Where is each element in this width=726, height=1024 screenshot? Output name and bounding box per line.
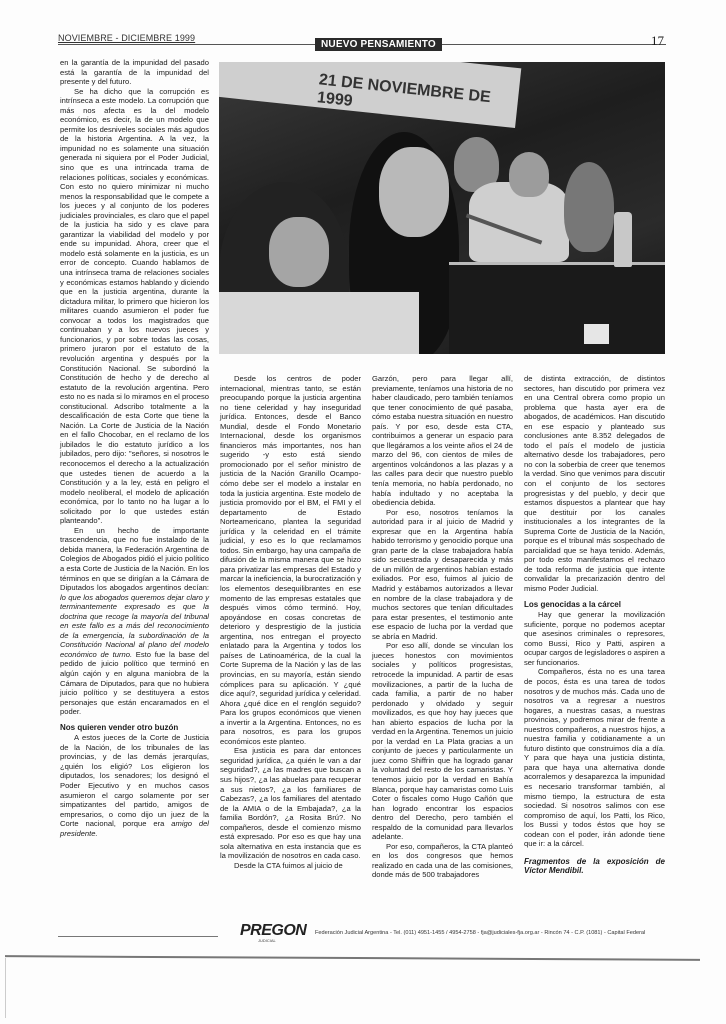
paragraph-text: Esto fue la base del pedido de juicio político que terminó en algún cajón y en alguna maniobra de la Cámara de Diputados, para que no hubiera juicio político y se destituyera a estos personajes que están encaramados en el poder. bbox=[60, 649, 209, 717]
paragraph: Por eso, nosotros teníamos la autoridad para ir al juicio de Madrid y expresar que en la Argentina había habido terrorismo y genocidio porque una gran parte de la clase trabajadora había sido secuestrada y desaparecida y más de un millón de argentinos habían estado exiliados. Por eso, fuimos al juicio de Madrid y estábamos autorizados a llevar en nombre de la clase trabajadora y de muchos sectores que tenían dificultades para estar presentes, el testimonio ante ese espacio de lucha por la verdad que se abría en Madrid. bbox=[372, 507, 513, 641]
subheading: Nos quieren vender otro buzón bbox=[60, 722, 179, 732]
paragraph bbox=[60, 733, 209, 838]
quote-text: amigo del presidente. bbox=[60, 819, 209, 838]
paragraph: en la garantía de la impunidad del pasado está la garantía de la impunidad del presente y del futuro. bbox=[60, 58, 209, 87]
paragraph: Hay que generar la movilización suficiente, porque no podemos aceptar que asesinos criminales o represores, como Bussi, Rico y Patti, aspiren a ocupar cargos de legisladores o aspiren a ser funcionarios. bbox=[524, 610, 665, 667]
page-number: 17 bbox=[651, 33, 664, 48]
photo-detail bbox=[219, 292, 419, 354]
paragraph bbox=[60, 526, 209, 717]
photo-figure bbox=[509, 152, 549, 197]
bottle-shape bbox=[614, 212, 632, 267]
footer-rule bbox=[58, 936, 218, 937]
paragraph: Desde la CTA fuimos al juicio de bbox=[234, 860, 343, 870]
subheading: Los genocidas a la cárcel bbox=[524, 599, 621, 609]
paragraph: Por eso allí, donde se vinculan los jueces honestos con movimientos sociales y políticos progresistas, retrocede la impunidad. A partir de esas movilizaciones, a partir de la lucha de cada familia, a partir de no haber perdonado y olvidado y seguir movilizados, es que hoy hay jueces que han abierto espacios de lucha por la verdad en la Argentina. Tenemos un juicio por la verdad en La Plata gracias a un conjunto de jueces y particularmente un juez como Shiffrin que ha logrado ganar la voluntad del resto de los camaristas. Y tenemos juicio por la verdad en Bahía Blanca, porque hay camaristas como Luis Coter o fiscales como Hugo Cañón que han logrado encontrar los espacios dentro del Derecho, pero también el respaldo de la comunidad para llevarlos adelante. bbox=[372, 641, 513, 842]
footer-contact: Federación Judicial Argentina - Tel. (011) 4951-1455 / 4954-2758 - fja@judiciales-fja.org.ar - Rincón 74 - C.P. (1081) - Capital Federal bbox=[315, 930, 646, 936]
cup-shape bbox=[584, 324, 609, 344]
author-credit: Fragmentos de la exposición de Víctor Mendibil. bbox=[524, 856, 665, 876]
pregon-logo: PREGON bbox=[240, 922, 307, 939]
paragraph: Se ha dicho que la corrupción es intrínseca a este modelo. La corrupción que más nos afecta es la del modelo económico, es decir, la de un modelo que permite los desniveles sociales más agudos de la historia Argentina. A la vez, la impunidad no es solamente una situación generada ni siquiera por el Poder Judicial, sino que es una intrincada trama de relaciones políticas, sociales y económicas. Con esto no quiero minimizar ni mucho menos la responsabilidad que le compete a los jueces y al conjunto de los poderes judiciales provinciales, es claro que el papel de la justicia ha sido y es clave para garantizar la viabilidad del modelo y por ende su impunidad. Ahora, creer que el modelo está solamente en la justicia, es un error de concepto. Cuando hablamos de una intrínseca trama de relaciones sociales y económicas estamos hablando y diciendo que en la justicia argentina, durante la dictadura militar, lo primero que hicieron los militares cuando asumieron el poder fue convocar a todos los magistrados que continuaban y a los nuevos jueces y funcionarios, y por sobre todas las cosas, primero juraron por el estatuto de la revolución argentina y después por la Constitución Nacional. Se subordinó la Constitución de hecho y de derecho al estatuto de la revolución argentina. Pero esto no es nada si lo miramos en el proceso constitucional. Adscribo totalmente a la descalificación de esta Corte que tiene la Nación. La Corte de Justicia de la Nación en el fallo Chocobar, en el reclamo de los jubilados le dio estatuto jurídico a los jubilados, pero dijo: "señores, si nosotros le reconocemos el derecho a la actualización que ustedes tienen de acuerdo a la Constitución y a la ley, está en peligro el modelo neoliberal, el modelo de aplicación económica, por lo tanto no ha lugar a lo solicitado por lo que ustedes están planteando". bbox=[60, 86, 209, 526]
article-photo bbox=[219, 62, 665, 354]
article-column-3 bbox=[372, 374, 513, 880]
article-column-4 bbox=[524, 374, 665, 877]
page-edge bbox=[5, 958, 6, 1018]
paragraph: Desde los centros de poder internacional, mientras tanto, se están preocupando porque la justicia argentina no tiene celeridad y hay inseguridad jurídica. Entonces, desde el Banco Mundial, desde el Fondo Monetario Internacional, desde los organismos financieros más importantes, nos han sugerido -y esto está siendo promocionado por el señor ministro de justicia de la Nación Granillo Ocampo- cómo debe ser el modelo a instalar en toda la justicia argentina. Este modelo de justicia promovido por el BM, el FMI y el departamento de Estado Norteamericano, plantea la seguridad jurídica y la celeridad en el trámite judicial, y eso es lo que reclamamos todos. Sin embargo, hay una campaña de difusión de la misma manera que se hizo para privatizar las empresas del Estado y marcar la ineficiencia, la burocratización y los elementos desequilibrantes en ese momento de las empresas estatales que después vimos cómo terminó. Hoy, apoyándose en cosas concretas de deterioro y desprestigio de la justicia argentina, nos entregan el proyecto enlatado para la Argentina y todos los países de Latinoamérica, de la cual la Corte Suprema de la Nación y las de las provincias, en su mayoría, están siendo cómplices para su aplicación. Y ¿qué dice aquí?, seguridad jurídica y celeridad. Ahora ¿qué dice en el renglón seguido? Para los grupos económicos que vienen a invertir a la Argentina. Entonces, no es para nosotros, es para los grupos económicos este planteo. bbox=[220, 374, 361, 746]
article-column-1 bbox=[60, 58, 209, 838]
paragraph: Compañeros, ésta no es una tarea de pocos, ésta es una tarea de todos nosotros y de muchos más. Cada uno de nosotros va a regresar a nuestros hogares, a nuestras casas, a nuestras provincias, y podremos mirar de frente a nuestros compañeros, a nuestros hijos, a nuestra familia y cotidianamente a un futuro distinto que construimos día a día. Y para que haya una justicia distinta, para que haya una alternativa donde acorralemos y desaparezca la impunidad es necesario transformar también, al mismo tiempo, la estructura de esta sociedad. Si nosotros salimos con ese compromiso de aquí, los Patti, los Rico, los Bussi y todos éstos que hoy se codean con el poder, irán adonde tiene que ir: a la cárcel. bbox=[524, 667, 665, 849]
article-column-2 bbox=[220, 374, 361, 870]
paragraph: Garzón, pero para llegar allí, previamente, teníamos una historia de no haber claudicado, pero también teníamos que tener conocimiento de qué pasaba, cómo estaba nuestra situación en nuestro país. Y por eso, desde esta CTA, contribuimos a generar un espacio para que llegáramos a los veinte años el 24 de marzo del 96, con cientos de miles de argentinos volcándonos a las plazas y a las calles para decir que nuestro pueblo tenía memoria, no había perdonado, no había indultado y no aceptaba la obediencia debida. bbox=[372, 374, 513, 508]
photo-figure bbox=[564, 162, 614, 252]
paragraph: de distinta extracción, de distintos sectores, han discutido por primera vez en una Central obrera como propio un problema que hasta ayer era de abogados, de académicos. Han discutido en ese espacio y planteado sus conclusiones ante 8.352 delegados de todo el país el modelo de justicia alternativo desde los trabajadores, pero no con la soberbia de creer que tenemos la verdad. Sino que venimos para discutir con el conjunto de los sectores progresistas y del pueblo, y decir que estamos dispuestos a plantear que hay que destituir por los canales institucionales a los integrantes de la Suprema Corte de Justicia de la Nación, porque es el tribunal más sospechado de parcialidad que se haya tenido. Además, por todo esto manifestamos el rechazo de toda reforma de justicia que intente convalidar la precarización dentro del mismo Poder Judicial. bbox=[524, 374, 665, 594]
paragraph: Esa justicia es para dar entonces seguridad jurídica, ¿a quién le van a dar seguridad?, ¿a las madres que buscan a sus hijos?, ¿a las abuelas para recuperar a sus nietos?, ¿a los familiares de Cabezas?, ¿a los familiares del atentado de la AMIA o de la Embajada?, ¿a la familia Bordón?, ¿a Rosita Brú?. No compañeros, desde el comienzo mismo está expresado. Por eso es que hay una sola alternativa en esta instancia que es la movilización de nosotros en cada caso. bbox=[220, 746, 361, 861]
paragraph-text: A estos jueces de la Corte de Justicia de la Nación, de los tribunales de las provincias, y de las demás jerarquías, ¿quién los eligió? Los eligieron los diputados, los senadores; los designó el Poder Ejecutivo y en muchos casos asumieron el cargo solamente por ser simpatizantes del partido, amigos de empresarios, o como dijo un juez de la Corte nacional, porque era bbox=[60, 733, 209, 829]
quote-text: lo que los abogados queremos dejar claro y terminantemente expresado es que la doctrina que recoge la mayoría del tribunal en este fallo es a más del reconocimiento de la emergencia, la subordinación de la Constitución Nacional al plano del modelo económico de turno. bbox=[60, 592, 209, 659]
photo-table bbox=[449, 262, 665, 354]
paragraph-text: En un hecho de importante trascendencia, que no fue instalado de la debida manera, la Federación Argentina de Colegios de Abogados pidió el juicio político a esta Corte de Justicia de la Nación. En los términos en que se dirigían a la Cámara de Diputados los abogados argentinos decían: bbox=[60, 525, 210, 593]
section-title: NUEVO PENSAMIENTO bbox=[315, 38, 442, 51]
page-edge bbox=[5, 955, 700, 961]
paragraph: Por eso, compañeros, la CTA planteó en los dos congresos que hemos realizado en cada una de las comisiones, donde más de 500 trabajadores bbox=[372, 841, 513, 880]
photo-figure bbox=[379, 147, 449, 237]
issue-date: NOVIEMBRE - DICIEMBRE 1999 bbox=[58, 33, 196, 43]
photo-figure bbox=[269, 217, 329, 287]
photo-banner: 21 DE NOVIEMBRE DE 1999 bbox=[219, 62, 521, 128]
pregon-logo-subtitle: JUDICIAL bbox=[258, 938, 276, 943]
